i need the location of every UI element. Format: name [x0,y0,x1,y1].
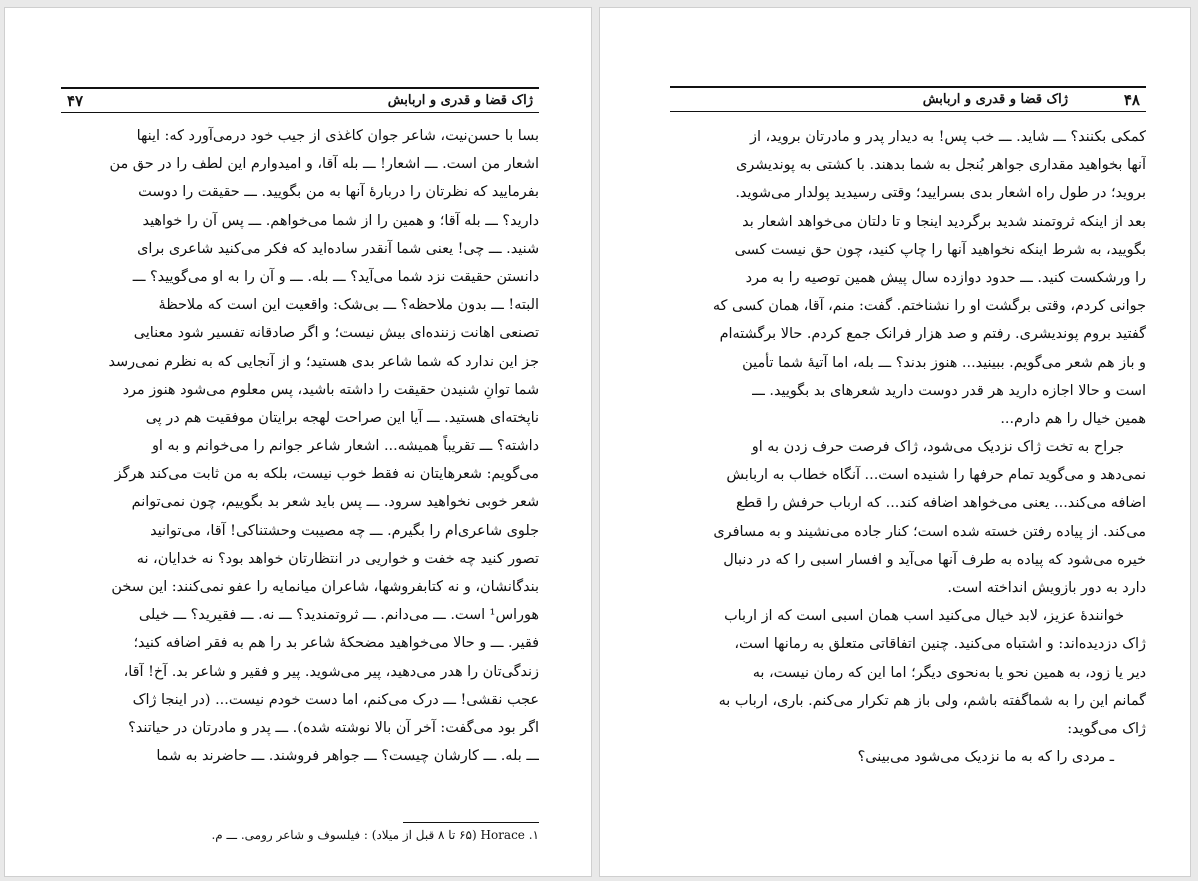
text-line: جراح به تخت ژاک نزدیک می‌شود، ژاک فرصت حرف زدن به او [751,439,1124,456]
text-line: ژاک می‌گوید: [1067,720,1146,737]
text-line: گمانم این را به شماگفته باشم، ولی باز هم تکرار می‌کنم. باری، ارباب به [718,692,1146,709]
page-number: ۴۷ [67,92,84,110]
text-line: خیره می‌شود که پیاده به طرف آنها می‌آید و افسار اسبی را که در دنبال [723,551,1146,568]
running-header [61,87,539,113]
text-line: شعر خوبی نخواهید سرود. ـــ پس باید شعر بد بگوییم، چون نمی‌توانم [131,494,539,511]
text-line: و باز هم شعر می‌گویم. ببینید... هنوز بدند؟ ـــ بله، اما آتیهٔ شما تأمین [742,354,1146,371]
text-line: داشته؟ ـــ تقریباً همیشه... اشعار شاعر جوانم را می‌خوانم و به او [151,438,539,455]
text-line: دارید؟ ـــ بله آقا؛ و همین را از شما می‌خواهم. ـــ پس آن را خواهید [142,212,539,229]
text-line: بعد از اینکه ثروتمند شدید برگردید اینجا و تا دلتان می‌خواهد اشعار بد [742,213,1146,230]
text-line: خوانندهٔ عزیز، لابد خیال می‌کنید اسب همان اسبی است که از ارباب [724,608,1124,625]
text-line: جلوی شاعری‌ام را بگیرم. ـــ چه مصیبت وحشتناکی! آقا، می‌توانید [150,522,539,539]
text-line: شما توانِ شنیدن حقیقت را داشته باشید، پس معلوم می‌شود هنوز مرد [122,381,539,398]
body-text [61,122,539,770]
text-line: اشعار من است. ـــ اشعار! ـــ بله آقا، و امیدوارم این لطف را در حق من [109,156,539,173]
text-line: همین خیال را هم دارم... [1000,410,1146,427]
text-line: را ورشکست کنید. ـــ حدود دوازده سال پیش همین توصیه را به مرد [745,269,1146,286]
text-line: عجب نقشی! ـــ درک می‌کنم، اما دست خودم نیست... (در اینجا ژاک [132,691,539,708]
text-line: می‌کند. از پیاده رفتن خسته شده است؛ کنار جاده می‌نشیند و به مسافری [713,523,1146,540]
text-line: اگر بود می‌گفت: آخر آن بالا نوشته شده). ـــ پدر و مادرتان در حیاتند؟ [128,719,539,736]
text-line: هوراس¹ است. ـــ می‌دانم. ـــ ثروتمندید؟ ـــ نه. ـــ فقیرید؟ ـــ خیلی [138,607,539,624]
running-header [670,86,1146,112]
footnote-rule [403,822,539,823]
text-line: جوانی کردم، وقتی برگشت او را نشناختم. گفت: منم، آقا، همان کسی که [712,298,1146,315]
text-line: کمکی بکنند؟ ـــ شاید. ـــ خب پس! به دیدار پدر و مادرتان بروید، از [750,129,1146,145]
text-line: بگویید، به شرط اینکه نخواهید آنها را چاپ کنید، چون حق نیست کسی [734,241,1146,258]
right-page [599,7,1191,877]
text-line: تصور کنید چه خفت و خواریی در انتظارتان خواهد بود؟ نه خدایان، نه [136,550,539,567]
text-line: گفتید بروم پوندیشری. رفتم و صد هزار فرانک جمع کردم. حالا برگشته‌ام [719,326,1146,343]
left-page [4,7,592,877]
text-line: ناپخته‌ای هستید. ـــ آیا این صراحت لهجه برایتان موفقیت هم در پی [145,409,539,426]
dialogue-line: ـ مردی را که به ما نزدیک می‌شود می‌بینی؟ [857,749,1114,766]
text-line: بسا با حسن‌نیت، شاعر جوان کاغذی از جیب خود درمی‌آورد که: اینها [136,128,539,144]
text-line: بروید؛ در طول راه اشعار بدی بسرایید؛ وقتی رسیدید پولدار می‌شوید. [735,185,1146,202]
text-line: بندگانشان، و نه کتابفروشها، شاعران میانمایه را عفو نمی‌کنند: این سخن [111,579,539,595]
text-line: تصنعی اهانت زننده‌ای بیش نیست؛ و اگر صادقانه تفسیر شود معنایی [133,325,539,342]
text-line: دیر یا زود، به همین نحو یا به‌نحوی دیگر؛ اما این که رمان نیست، به [752,664,1146,681]
text-line: البته! ـــ بدون ملاحظه؟ ـــ بی‌شک: واقعیت این است که ملاحظهٔ [158,297,539,314]
text-line: فقیر. ـــ و حالا می‌خواهید مضحکهٔ شاعر بد را هم به فقر اضافه کنید؛ [133,635,539,652]
body-text [670,123,1146,771]
footnote: ١. Horace (۶۵ تا ۸ قبل از میلاد) : فیلسوف و شاعر رومی. ـــ م. [211,828,539,842]
text-line: جز این ندارد که شما شاعر بدی هستید؛ و از آنجایی که به نظرم نمی‌رسد [108,353,539,370]
text-line: است و حالا اجازه دارید هر قدر دوست دارید شعرهای بد بگویید. ـــ [752,382,1146,399]
text-line: شنید. ـــ چی! یعنی شما آنقدر ساده‌اید که فکر می‌کنید شاعری برای [137,240,539,257]
text-line: نمی‌دهد و می‌گوید تمام حرفها را شنیده است... آنگاه خطاب به اربابش [726,467,1146,484]
text-line: بفرمایید که نظرتان را دربارهٔ آنها به من بگویید. ـــ حقیقت را دوست [138,184,539,201]
text-line: دارد به دور بازویش انداخته است. [947,580,1146,596]
text-line: اضافه می‌کند... یعنی می‌خواهد اضافه کند... که ارباب حرفش را قطع [735,495,1146,512]
text-line: ـــ بله. ـــ کارشان چیست؟ ـــ جواهر فروشند. ـــ حاضرند به شما [156,748,539,765]
page-number: ۴۸ [1123,91,1140,109]
text-line: زندگی‌تان را هدر می‌دهید، پیر می‌شوید. پیر و فقیر و شاعر بد. آخ! آقا، [123,663,539,680]
text-line: ژاک دزدیده‌اند: و اشتباه می‌کنید. چنین اتفاقاتی متعلق به رمانها است، [734,636,1146,653]
running-title: ژاک قضا و قدری و اربابش [387,93,533,108]
text-line: دانستن حقیقت نزد شما می‌آید؟ ـــ بله. ـــ و آن را به او می‌گویید؟ ـــ [132,268,539,285]
text-line: آنها بخواهید مقداری جواهر بُنجل به شما بدهند. با کشتی به پوندیشری [736,157,1146,174]
text-line: می‌گویم: شعرهایتان نه فقط خوب نیست، بلکه به من ثابت می‌کند هرگز [114,466,539,483]
running-title: ژاک قضا و قدری و اربابش [922,92,1068,107]
